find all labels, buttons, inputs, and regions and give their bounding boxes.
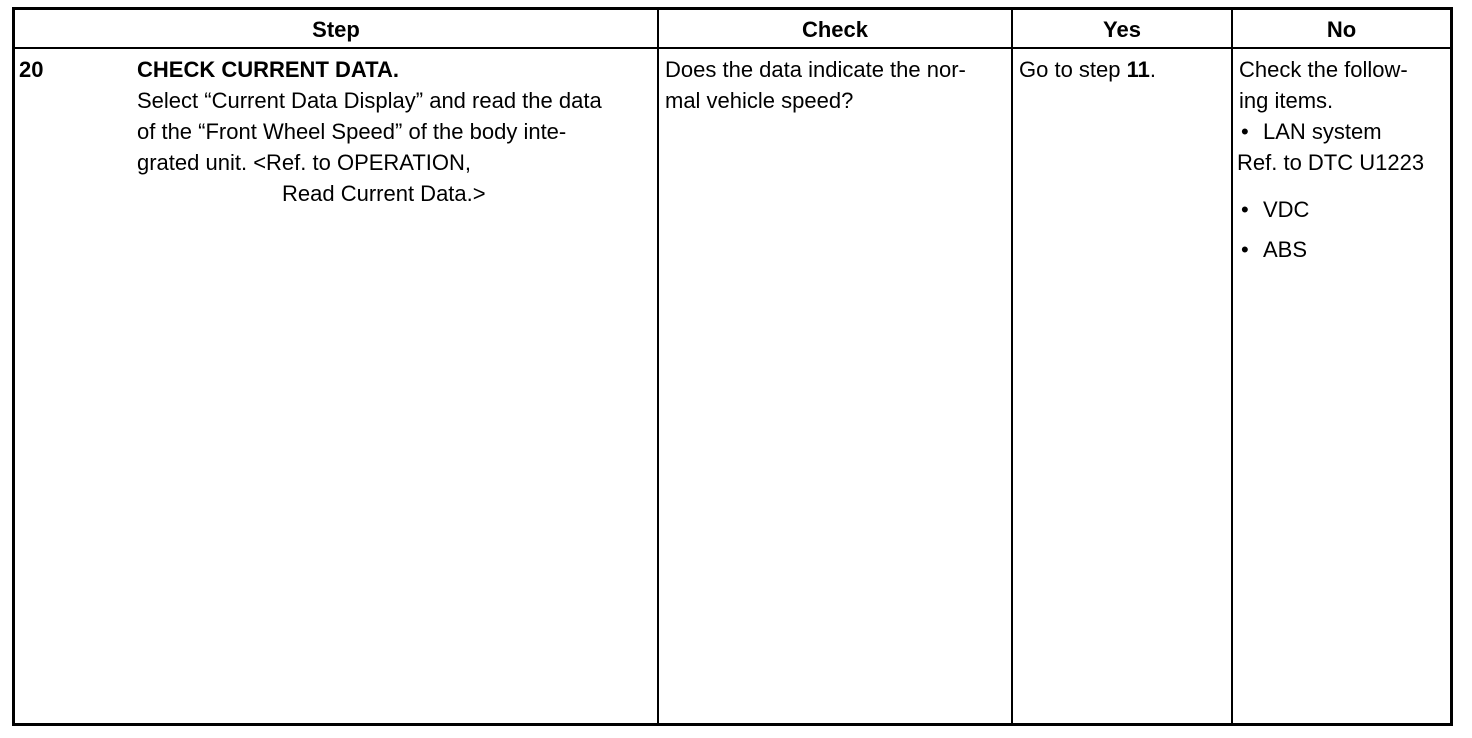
no-item xyxy=(1239,194,1424,225)
step-line: Select “Current Data Display” and read the data xyxy=(137,88,602,113)
step-title: CHECK CURRENT DATA. xyxy=(137,57,399,82)
column-divider xyxy=(657,10,659,723)
no-item xyxy=(1239,234,1424,265)
no-item-label: ABS xyxy=(1263,237,1308,262)
bullet-icon: • xyxy=(1241,197,1249,222)
diagnostic-table xyxy=(12,7,1453,726)
check-line: Does the data indicate the nor- xyxy=(665,57,966,82)
yes-text xyxy=(1019,54,1156,85)
bullet-icon: • xyxy=(1241,237,1249,262)
yes-suffix: . xyxy=(1149,57,1157,82)
check-line: mal vehicle speed? xyxy=(665,88,854,113)
yes-step-link: 11 xyxy=(1126,57,1150,82)
column-divider xyxy=(1231,10,1233,723)
no-intro-line: Check the follow- xyxy=(1239,57,1408,82)
step-number: 20 xyxy=(19,57,44,82)
no-item-ref: Ref. to DTC U1223 xyxy=(1237,150,1425,175)
no-item xyxy=(1239,116,1424,147)
yes-prefix: Go to step xyxy=(1019,57,1127,82)
step-line: of the “Front Wheel Speed” of the body inte- xyxy=(137,119,567,144)
step-line: Read Current Data.> xyxy=(282,181,486,206)
step-line: grated unit. <Ref. to OPERATION, xyxy=(137,150,472,175)
header-step: Step xyxy=(312,17,360,42)
check-text xyxy=(665,54,966,116)
header-divider xyxy=(15,47,1450,49)
no-text xyxy=(1239,54,1424,265)
step-description xyxy=(137,54,602,209)
column-divider xyxy=(1011,10,1013,723)
header-no: No xyxy=(1326,17,1357,42)
no-intro-line: ing items. xyxy=(1239,88,1334,113)
header-check: Check xyxy=(801,17,869,42)
bullet-icon: • xyxy=(1241,119,1249,144)
no-item-label: LAN system xyxy=(1263,119,1382,144)
no-item-label: VDC xyxy=(1263,197,1310,222)
header-yes: Yes xyxy=(1103,17,1141,42)
